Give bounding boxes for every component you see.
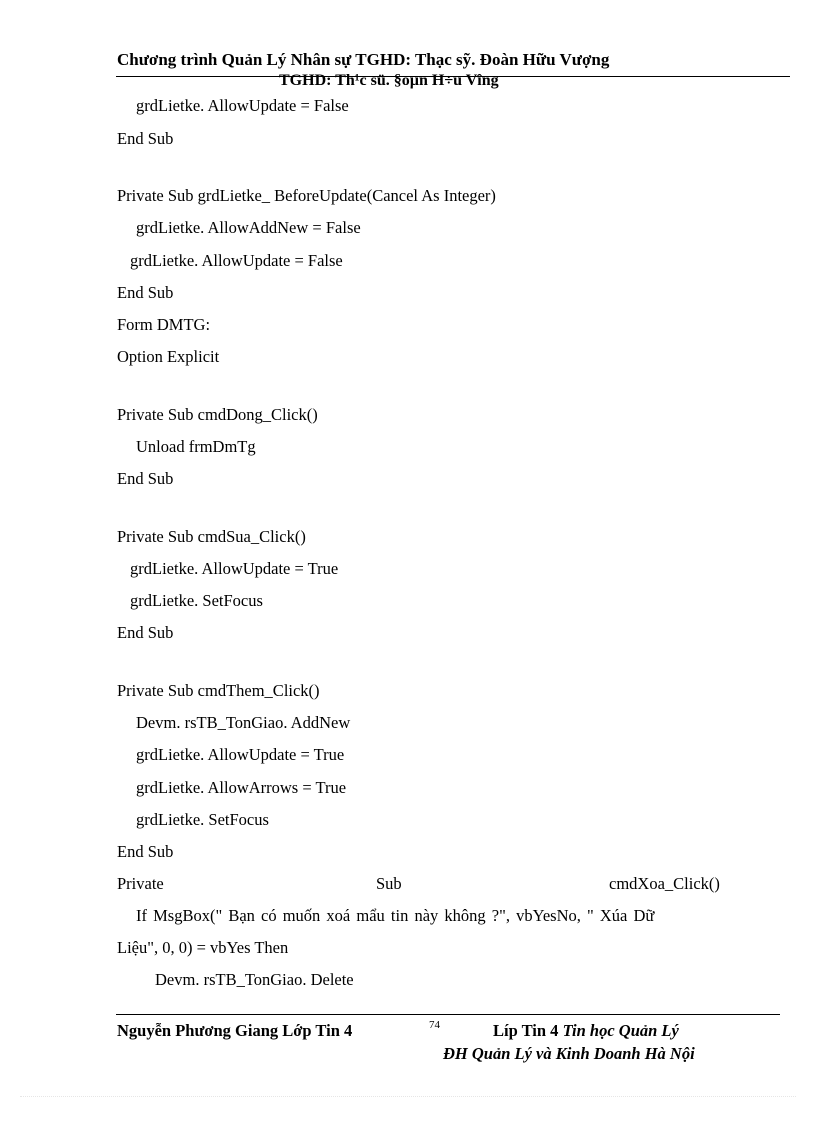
code-line: Option Explicit (117, 347, 220, 366)
code-line: grdLietke. AllowUpdate = False (130, 251, 343, 270)
code-line: End Sub (117, 623, 174, 642)
delete-line: Devm. rsTB_TonGiao. Delete (155, 970, 354, 989)
page-number: 74 (429, 1019, 440, 1031)
header-title-garbled: TGHD: Th¹c sü. §oµn H÷u Vîng (279, 72, 499, 89)
footer-class (493, 1021, 679, 1041)
code-line: Private Sub cmdDong_Click() (117, 405, 318, 424)
code-line-justified-2: Sub (376, 874, 402, 893)
code-line-justified-1: Private (117, 874, 164, 893)
code-line: grdLietke. AllowAddNew = False (136, 218, 361, 237)
code-line: grdLietke. SetFocus (136, 810, 269, 829)
code-line: Private Sub grdLietke_ BeforeUpdate(Cancel As Integer) (117, 186, 496, 205)
code-line: Form DMTG: (117, 315, 211, 334)
code-line: Unload frmDmTg (136, 437, 256, 456)
code-line: Private Sub cmdSua_Click() (117, 527, 306, 546)
code-line: Private Sub cmdThem_Click() (117, 681, 320, 700)
footer-author: Nguyễn Phương Giang Lớp Tin 4 (117, 1021, 353, 1040)
code-line: End Sub (117, 129, 174, 148)
code-line-justified-3: cmdXoa_Click() (609, 874, 720, 893)
code-line: Devm. rsTB_TonGiao. AddNew (136, 713, 351, 732)
code-line: grdLietke. SetFocus (130, 591, 263, 610)
footer-rule (116, 1014, 780, 1015)
code-line: grdLietke. AllowUpdate = True (136, 745, 345, 764)
footer-class-italic: Tin học Quản Lý (562, 1021, 679, 1040)
code-line: grdLietke. AllowUpdate = False (136, 96, 349, 115)
code-line: grdLietke. AllowArrows = True (136, 778, 347, 797)
header-title: Chương trình Quản Lý Nhân sự TGHD: Thạc sỹ. Đoàn Hữu Vượng (117, 50, 610, 69)
code-line: End Sub (117, 842, 174, 861)
msgbox-continuation: Liệu", 0, 0) = vbYes Then (117, 938, 289, 957)
code-line: End Sub (117, 283, 174, 302)
page-bottom-dotted-rule (20, 1096, 796, 1097)
footer-class-bold: Líp Tin 4 (493, 1021, 559, 1040)
footer-school: ĐH Quản Lý và Kinh Doanh Hà Nội (443, 1044, 695, 1063)
code-line: grdLietke. AllowUpdate = True (130, 559, 339, 578)
msgbox-line: If MsgBox(" Bạn có muốn xoá mẩu tin này không ?", vbYesNo, " Xúa Dữ (136, 906, 655, 925)
code-line: End Sub (117, 469, 174, 488)
